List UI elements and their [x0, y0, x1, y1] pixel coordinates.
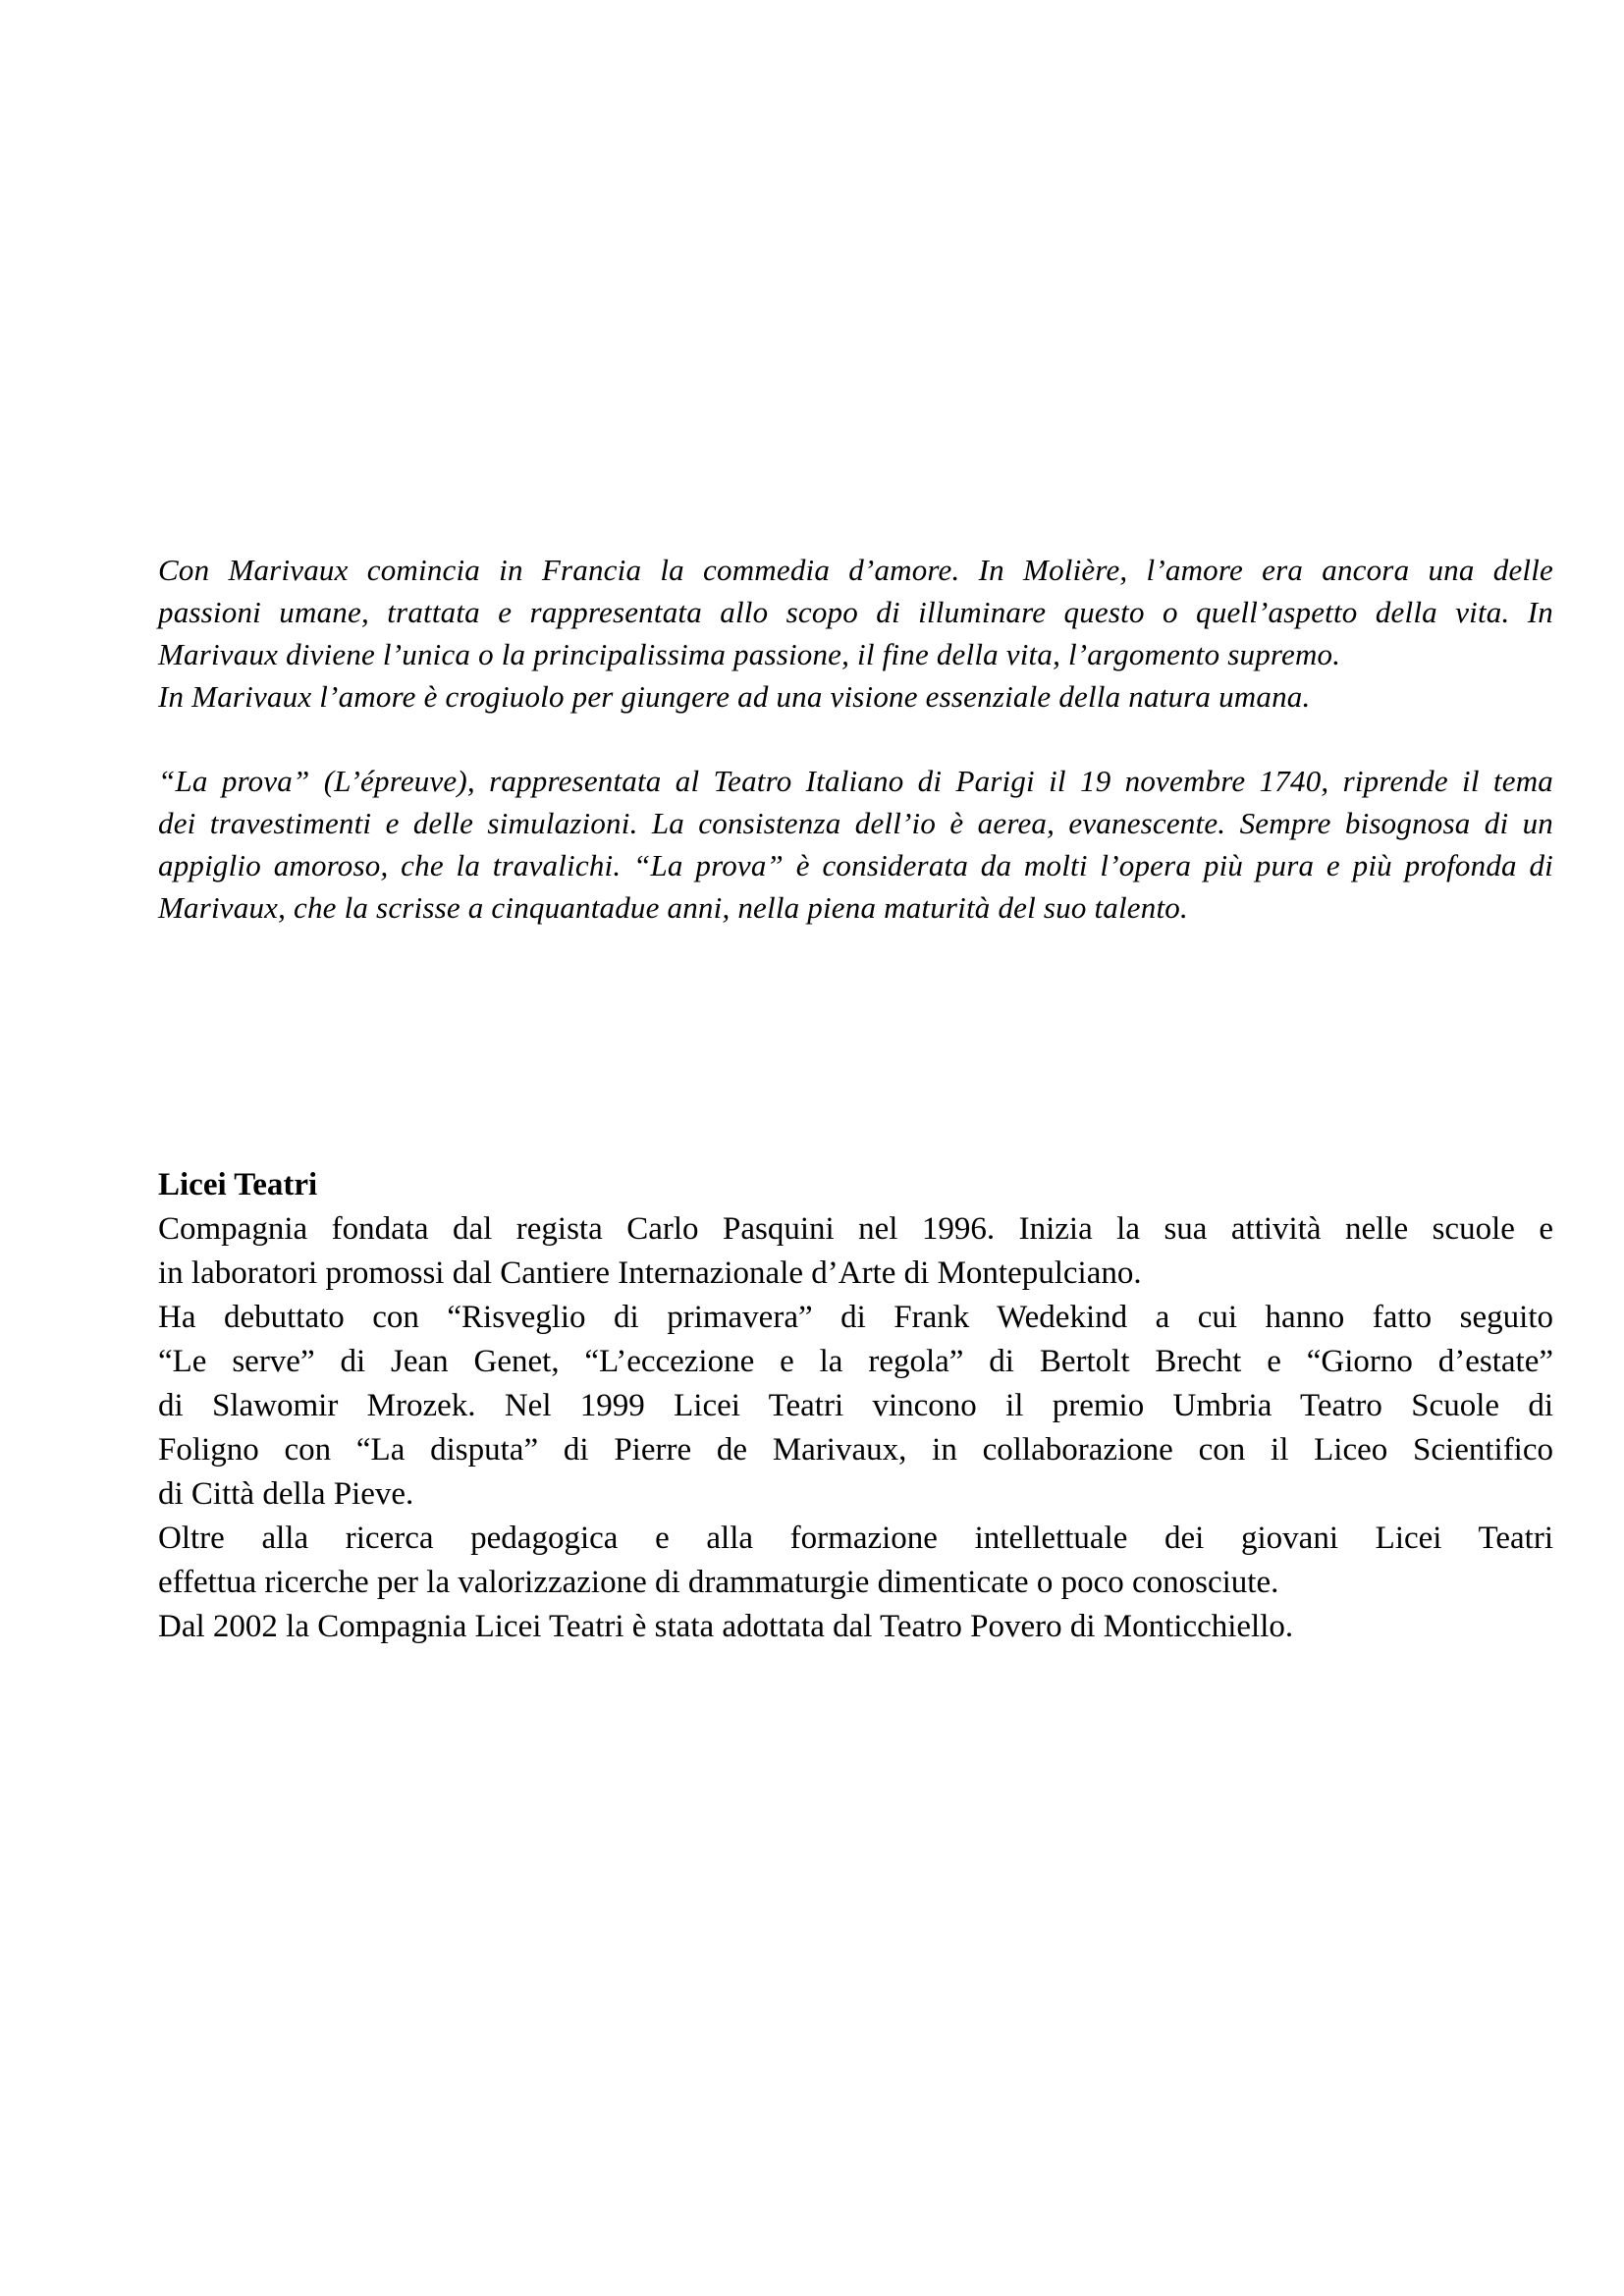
- text-line: Marivaux diviene l’unica o la principalissima passione, il fine della vita, l’argomento supremo.: [158, 637, 1341, 671]
- text-line: Dal 2002 la Compagnia Licei Teatri è stata adottata dal Teatro Povero di Monticchiello.: [158, 1609, 1294, 1644]
- text-line: in laboratori promossi dal Cantiere Internazionale d’Arte di Montepulciano.: [158, 1255, 1142, 1291]
- company-description: [158, 1207, 1553, 1649]
- text-line: di Città della Pieve.: [158, 1476, 414, 1512]
- text-line: Ha debuttato con “Risveglio di primavera” di Frank Wedekind a cui hanno fatto seguito: [158, 1300, 1553, 1335]
- intro-paragraph-2: [158, 760, 1553, 929]
- text-line: Foligno con “La disputa” di Pierre de Marivaux, in collaborazione con il Liceo Scientifico: [158, 1432, 1553, 1468]
- paragraph-spacer: [158, 718, 1553, 760]
- text-line: Con Marivaux comincia in Francia la commedia d’amore. In Molière, l’amore era ancora una delle: [158, 553, 1553, 587]
- intro-section: [158, 549, 1553, 929]
- text-line: Marivaux, che la scrisse a cinquantadue anni, nella piena maturità del suo talento.: [158, 890, 1188, 925]
- text-line: appiglio amoroso, che la travalichi. “La prova” è considerata da molti l’opera più pura e più profonda di: [158, 848, 1553, 882]
- text-line: effettua ricerche per la valorizzazione di drammaturgie dimenticate o poco conosciute.: [158, 1565, 1279, 1600]
- intro-paragraph-1: [158, 549, 1553, 718]
- text-line: “Le serve” di Jean Genet, “L’eccezione e la regola” di Bertolt Brecht e “Giorno d’estate”: [158, 1344, 1553, 1379]
- text-line: passioni umane, trattata e rappresentata allo scopo di illuminare questo o quell’aspetto della vita. In: [158, 595, 1553, 629]
- text-line: Oltre alla ricerca pedagogica e alla formazione intellettuale dei giovani Licei Teatri: [158, 1521, 1553, 1556]
- text-line: “La prova” (L’épreuve), rappresentata al Teatro Italiano di Parigi il 19 novembre 1740, riprende il tema: [158, 764, 1553, 798]
- text-line: di Slawomir Mrozek. Nel 1999 Licei Teatri vincono il premio Umbria Teatro Scuole di: [158, 1388, 1553, 1423]
- text-line: In Marivaux l’amore è crogiuolo per giungere ad una visione essenziale della natura umana.: [158, 679, 1311, 714]
- company-section: [158, 1163, 1553, 1649]
- company-title: Licei Teatri: [158, 1167, 318, 1202]
- text-line: Compagnia fondata dal regista Carlo Pasquini nel 1996. Inizia la sua attività nelle scuole e: [158, 1211, 1553, 1247]
- text-line: dei travestimenti e delle simulazioni. La consistenza dell’io è aerea, evanescente. Sempre bisognosa di un: [158, 806, 1553, 840]
